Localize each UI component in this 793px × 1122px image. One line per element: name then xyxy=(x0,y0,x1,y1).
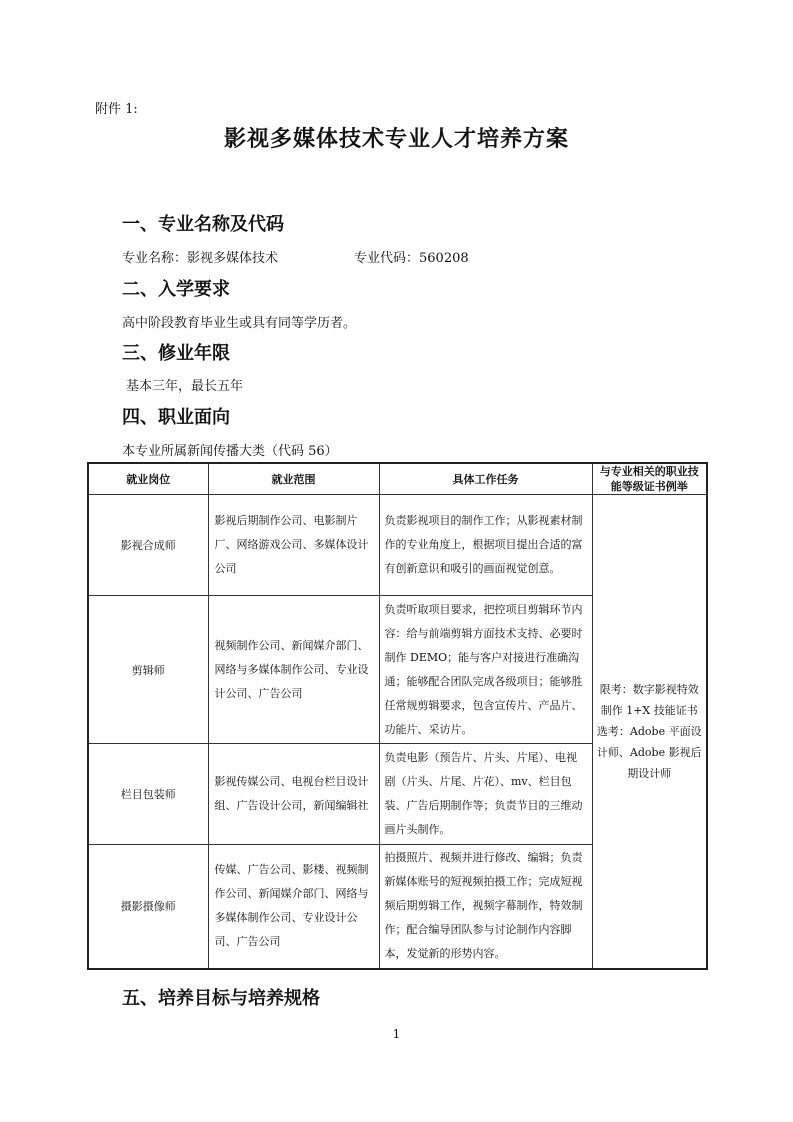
cell-certificate: 限考：数字影视特效制作 1+X 技能证书 选考：Adobe 平面设计师、Adobe 影视后期设计师 xyxy=(592,495,707,969)
table-header-row xyxy=(88,463,707,495)
section-3-heading: 三、修业年限 xyxy=(122,343,230,364)
cell-task: 负责听取项目要求，把控项目剪辑环节内容：给与前端剪辑方面技术支持、必要时制作 DEMO；能与客户对接进行准确沟通；能够配合团队完成各级项目；能够胜任常规剪辑要求，包含宣传片、产品片、功能片、采访片。 xyxy=(379,596,592,744)
section-2-heading: 二、入学要求 xyxy=(122,279,230,300)
major-name: 专业名称：影视多媒体技术 xyxy=(122,251,279,266)
duration-text: 基本三年，最长五年 xyxy=(126,379,244,394)
cell-scope: 传媒、广告公司、影楼、视频制作公司、新闻媒介部门、网络与多媒体制作公司、专业设计公司、广告公司 xyxy=(208,845,379,969)
document-title: 影视多媒体技术专业人才培养方案 xyxy=(223,127,569,152)
cell-task: 负责电影（预告片、片头、片尾）、电视剧（片头、片尾、片花）、mv、栏目包装、广告后期制作等；负责节目的三维动画片头制作。 xyxy=(379,744,592,845)
header-scope: 就业范围 xyxy=(208,463,379,495)
career-table xyxy=(87,462,708,970)
cell-position: 影视合成师 xyxy=(88,495,208,596)
major-code: 专业代码：560208 xyxy=(354,251,469,266)
header-position: 就业岗位 xyxy=(88,463,208,495)
cell-scope: 视频制作公司、新闻媒介部门、网络与多媒体制作公司、专业设计公司、广告公司 xyxy=(208,596,379,744)
cell-task: 拍摄照片、视频并进行修改、编辑；负责新媒体账号的短视频拍摄工作；完成短视频后期剪辑工作，视频字幕制作，特效制作；配合编导团队参与讨论制作内容脚本，发觉新的形势内容。 xyxy=(379,845,592,969)
cell-position: 摄影摄像师 xyxy=(88,845,208,969)
cell-position: 剪辑师 xyxy=(88,596,208,744)
section-1-heading: 一、专业名称及代码 xyxy=(122,214,284,235)
section-5-heading: 五、培养目标与培养规格 xyxy=(122,988,320,1009)
career-text: 本专业所属新闻传播大类（代码 56） xyxy=(122,444,338,459)
cell-task: 负责影视项目的制作工作；从影视素材制作的专业角度上，根据项目提出合适的富有创新意识和吸引的画面视觉创意。 xyxy=(379,495,592,596)
section-4-heading: 四、职业面向 xyxy=(122,407,230,428)
attachment-label: 附件 1: xyxy=(95,102,138,117)
page-number: 1 xyxy=(392,1027,401,1041)
header-task: 具体工作任务 xyxy=(379,463,592,495)
header-certificate: 与专业相关的职业技能等级证书例举 xyxy=(592,463,707,495)
cell-scope: 影视后期制作公司、电影制片厂、网络游戏公司、多媒体设计公司 xyxy=(208,495,379,596)
admission-text: 高中阶段教育毕业生或具有同等学历者。 xyxy=(122,316,357,331)
table-row xyxy=(88,495,707,596)
cell-scope: 影视传媒公司、电视台栏目设计组、广告设计公司，新闻编辑社 xyxy=(208,744,379,845)
cell-position: 栏目包装师 xyxy=(88,744,208,845)
